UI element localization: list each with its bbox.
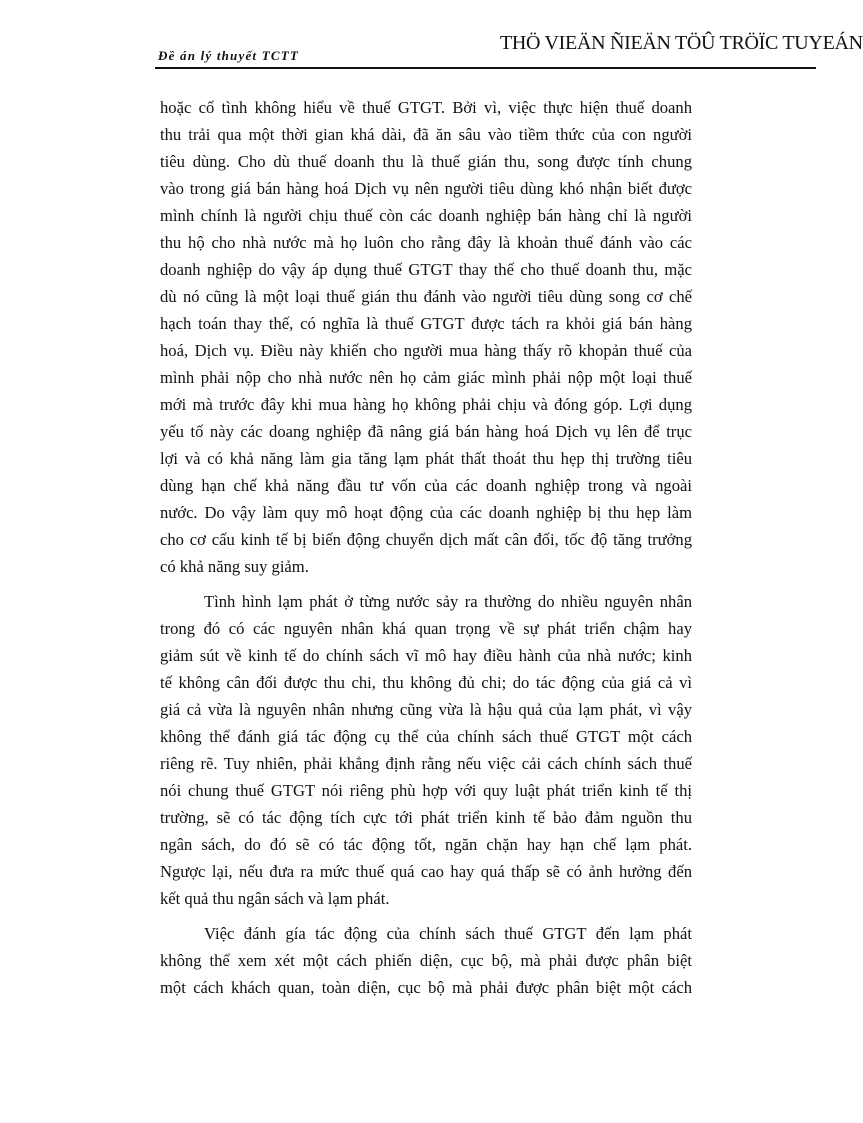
text-line: trường, sẽ có tác động tích cực tới phát triển kinh tế bảo đảm nguồn thu: [160, 808, 692, 827]
text-line: hạch toán thay thế, có nghĩa là thuế GTGT được tách ra khỏi giá bán hàng: [160, 314, 692, 333]
text-line: lợi và có khả năng làm gia tăng lạm phát thất thoát thu hẹp thị trường tiêu: [160, 449, 692, 468]
text-line: dù nó cũng là một loại thuế gián thu đánh vào người tiêu dùng song cơ chế: [160, 287, 692, 306]
text-line: ngân sách, do đó sẽ có tác động tốt, ngăn chặn hay hạn chế lạm phát.: [160, 835, 692, 854]
header-library-name: THÖ VIEÄN ÑIEÄN TÖÛ TRÖÏC TUYEÁN: [500, 32, 863, 54]
paragraph-spacing: [160, 912, 692, 920]
text-line: Ngược lại, nếu đưa ra mức thuế quá cao hay quá thấp sẽ có ảnh hưởng đến: [160, 862, 692, 881]
text-line: không thể xem xét một cách phiến diện, cục bộ, mà phải được phân biệt: [160, 951, 692, 970]
text-line: hoặc cố tình không hiểu về thuế GTGT. Bởi vì, việc thực hiện thuế doanh: [160, 98, 692, 117]
text-line: một cách khách quan, toàn diện, cục bộ mà phải được phân biệt một cách: [160, 978, 692, 997]
header-document-title: Đề án lý thuyết TCTT: [158, 48, 299, 63]
text-line: có khả năng suy giảm.: [160, 557, 309, 576]
header-divider: [155, 67, 816, 69]
text-line: mình phải nộp cho nhà nước nên họ cảm giác mình phải nộp một loại thuế: [160, 368, 692, 387]
text-line: không thể đánh giá tác động cụ thể của chính sách thuế GTGT một cách: [160, 727, 692, 746]
text-line: kết quả thu ngân sách và lạm phát.: [160, 889, 390, 908]
text-line: Việc đánh gía tác động của chính sách thuế GTGT đến lạm phát: [204, 924, 692, 943]
text-line: nước. Do vậy làm quy mô hoạt động của các doanh nghiệp bị thu hẹp làm: [160, 503, 692, 522]
text-line: yếu tố này các doang nghiệp đã nâng giá bán hàng hoá Dịch vụ lên để trục: [160, 422, 692, 441]
text-line: trong đó có các nguyên nhân khá quan trọng về sự phát triển chậm hay: [160, 619, 692, 638]
paragraph-3: [160, 920, 692, 1001]
paragraph-spacing: [160, 580, 692, 588]
text-line: mình chính là người chịu thuế còn các doanh nghiệp bán hàng chỉ là người: [160, 206, 692, 225]
text-line: giá cả vừa là nguyên nhân nhưng cũng vừa là hậu quả của lạm phát, vì vậy: [160, 700, 692, 719]
text-line: tiêu dùng. Cho dù thuế doanh thu là thuế gián thu, song được tính chung: [160, 152, 692, 171]
text-line: nói chung thuế GTGT nói riêng phù hợp với quy luật phát triển kinh tế thị: [160, 781, 692, 800]
text-line: Tình hình lạm phát ở từng nước sảy ra thường do nhiều nguyên nhân: [204, 592, 692, 611]
document-body: [160, 94, 692, 1001]
paragraph-2: [160, 588, 692, 912]
text-line: vào trong giá bán hàng hoá Dịch vụ nên người tiêu dùng khó nhận biết được: [160, 179, 692, 198]
paragraph-1: [160, 94, 692, 580]
text-line: giảm sút về kinh tế do chính sách vĩ mô hay điều hành của nhà nước; kinh: [160, 646, 692, 665]
text-line: doanh nghiệp do vậy áp dụng thuế GTGT thay thế cho thuế doanh thu, mặc: [160, 260, 692, 279]
text-line: tế không cân đối được thu chi, thu không đủ chi; do tác động của giá cả vì: [160, 673, 692, 692]
text-line: thu hộ cho nhà nước mà họ luôn cho rằng đây là khoản thuế đánh vào các: [160, 233, 692, 252]
text-line: thu trải qua một thời gian khá dài, đã ăn sâu vào tiềm thức của con người: [160, 125, 692, 144]
text-line: hoá, Dịch vụ. Điều này khiến cho người mua hàng thấy rõ khopản thuế của: [160, 341, 692, 360]
text-line: mới mà trước đây khi mua hàng họ không phải chịu và đóng góp. Lợi dụng: [160, 395, 692, 414]
text-line: riêng rẽ. Tuy nhiên, phải khẳng định rằng nếu việc cải cách chính sách thuế: [160, 754, 692, 773]
text-line: dùng hạn chế khả năng đầu tư vốn của các doanh nghiệp trong và ngoài: [160, 476, 692, 495]
text-line: cho cơ cấu kinh tế bị biến động chuyển dịch mất cân đối, tốc độ tăng trưởng: [160, 530, 692, 549]
